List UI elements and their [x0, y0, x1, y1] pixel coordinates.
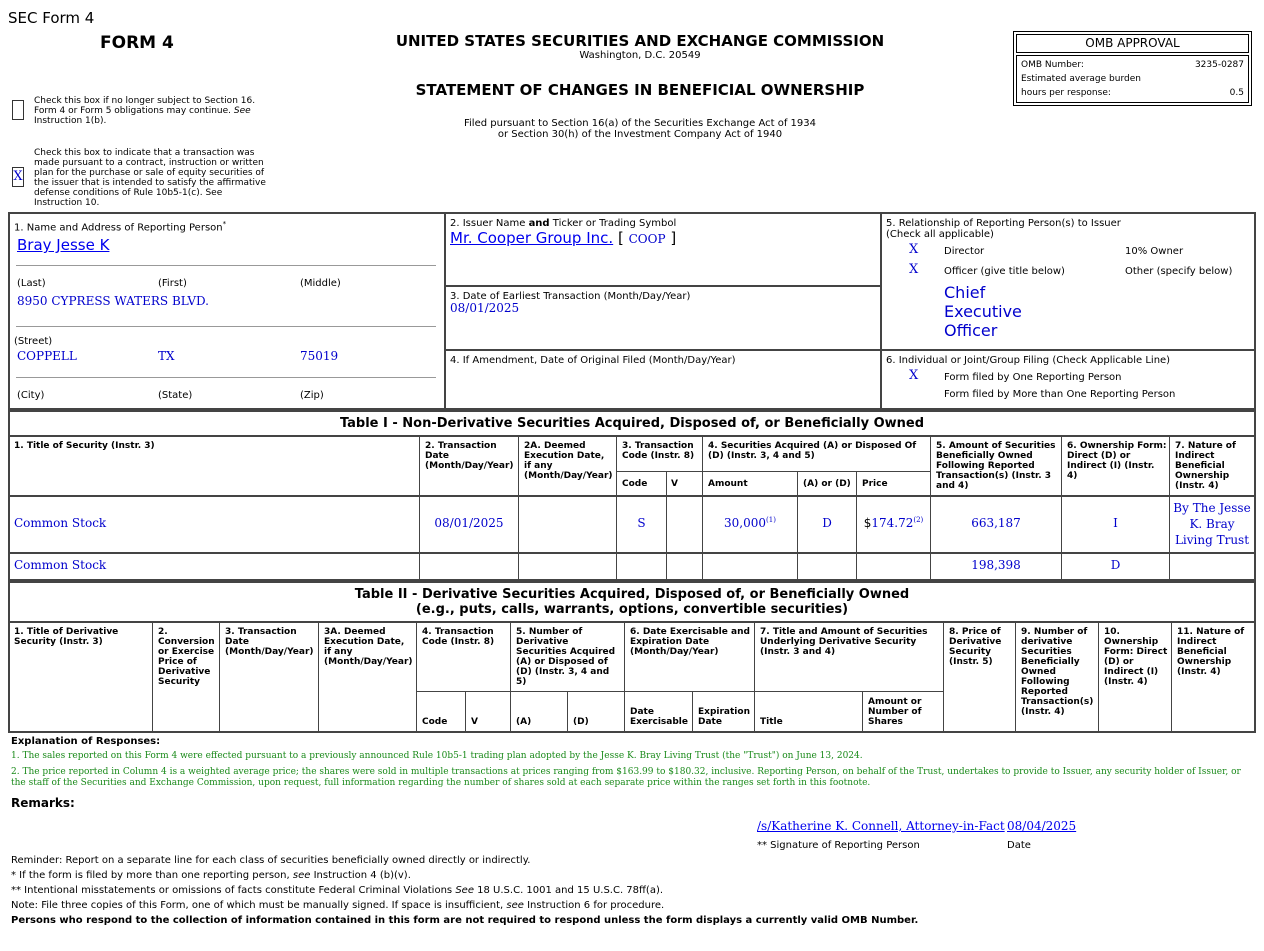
- t2-a: (A): [516, 717, 532, 727]
- t1-title-line: [9, 435, 1255, 437]
- footnote-1: 1. The sales reported on this Form 4 were effected pursuant to a previously announced Rule 10b5-1 trading plan adopted by the Jesse K. Bray Living Trust (the "Trust") on June 13, 2024.: [11, 751, 863, 761]
- t1-v: V: [671, 479, 678, 489]
- box4-label: 4. If Amendment, Date of Original Filed (Month/Day/Year): [450, 355, 736, 366]
- director-label: Director: [944, 246, 985, 257]
- t2-h10: 10. Ownership Form: Direct (D) or Indirect (I) (Instr. 4): [1104, 627, 1168, 687]
- sec-form-label: SEC Form 4: [8, 9, 95, 27]
- street-line: [16, 326, 436, 327]
- city-label: (City): [17, 390, 45, 401]
- t2-code: Code: [422, 717, 448, 727]
- footer-misstatements: ** Intentional misstatements or omissions of facts constitute Federal Criminal Violations See 18 U.S.C. 1001 and 15 U.S.C. 78ff(a).: [11, 885, 664, 896]
- t1-h4: 4. Securities Acquired (A) or Disposed Of (D) (Instr. 3, 4 and 5): [708, 441, 917, 461]
- box5-label-1: 5. Relationship of Reporting Person(s) to Issuer: [886, 218, 1121, 229]
- table1-title: Table I - Non-Derivative Securities Acquired, Disposed of, or Beneficially Owned: [339, 416, 925, 431]
- officer-title: Chief Executive Officer: [944, 283, 1022, 340]
- remarks-heading: Remarks:: [11, 796, 75, 810]
- t2-h9: 9. Number of derivative Securities Beneficially Owned Following Reported Transaction(s) (Instr. 4): [1021, 627, 1094, 717]
- footer-note: Note: File three copies of this Form, one of which must be manually signed. If space is insufficient, see Instruction 6 for procedure.: [11, 900, 665, 911]
- box6-label: 6. Individual or Joint/Group Filing (Check Applicable Line): [886, 355, 1171, 366]
- omb-number: 3235-0287: [1194, 60, 1244, 70]
- section16-checkbox[interactable]: [12, 100, 24, 120]
- t1-h1: 1. Title of Security (Instr. 3): [14, 441, 155, 451]
- table2-title-1: Table II - Derivative Securities Acquired, Disposed of, or Beneficially Owned: [354, 587, 910, 602]
- agency-city: Washington, D.C. 20549: [579, 50, 701, 61]
- t2-title: Title: [760, 717, 783, 727]
- more-person-label: Form filed by More than One Reporting Person: [944, 389, 1176, 400]
- omb-title: OMB APPROVAL: [1016, 34, 1249, 53]
- t2-h2: 2. Conversion or Exercise Price of Derivative Security: [158, 627, 215, 687]
- t1-aord: (A) or (D): [803, 479, 851, 489]
- t1-h7: 7. Nature of Indirect Beneficial Ownership (Instr. 4): [1175, 441, 1236, 491]
- row1-owned: 663,187: [971, 516, 1021, 530]
- reporting-person-name[interactable]: Bray Jesse K: [17, 236, 110, 254]
- city-value: COPPELL: [17, 349, 77, 363]
- signature-label: ** Signature of Reporting Person: [757, 840, 920, 851]
- row1-date: 08/01/2025: [434, 516, 504, 530]
- omb-hours: 0.5: [1229, 88, 1244, 98]
- signature-date[interactable]: 08/04/2025: [1007, 819, 1077, 833]
- officer-label: Officer (give title below): [944, 266, 1065, 277]
- t2-exp: Expiration Date: [698, 707, 750, 727]
- t2-h6: 6. Date Exercisable and Expiration Date (Month/Day/Year): [630, 627, 750, 657]
- row1-price: $174.72$^{(2)}$: [863, 516, 924, 530]
- director-mark[interactable]: X: [909, 242, 919, 257]
- state-label: (State): [158, 390, 193, 401]
- zip-value: 75019: [300, 349, 339, 363]
- box3-label: 3. Date of Earliest Transaction (Month/Day/Year): [450, 291, 691, 302]
- statement-title: STATEMENT OF CHANGES IN BENEFICIAL OWNERSHIP: [415, 81, 865, 99]
- t2-h3a: 3A. Deemed Execution Date, if any (Month/Day/Year): [324, 627, 413, 667]
- box2-label: 2. Issuer Name and Ticker or Trading Symbol: [450, 218, 677, 229]
- t1-sub-line: [617, 471, 931, 472]
- t1-price: Price: [862, 479, 888, 489]
- first-label: (First): [158, 278, 187, 289]
- form4-title: FORM 4: [100, 33, 174, 53]
- filed-line-1: Filed pursuant to Section 16(a) of the Securities Exchange Act of 1934: [464, 118, 816, 129]
- box5-label-2: (Check all applicable): [886, 229, 994, 240]
- box5-6-divider: [881, 349, 1255, 351]
- t2-h4: 4. Transaction Code (Instr. 8): [422, 627, 495, 647]
- t2-v: V: [471, 717, 478, 727]
- t2-h7: 7. Title and Amount of Securities Underlying Derivative Security (Instr. 3 and 4): [760, 627, 928, 657]
- agency-title: UNITED STATES SECURITIES AND EXCHANGE COMMISSION: [395, 32, 885, 50]
- signature[interactable]: /s/Katherine K. Connell, Attorney-in-Fact: [757, 819, 1005, 833]
- omb-number-label: OMB Number:: [1021, 60, 1084, 70]
- t1-h5: 5. Amount of Securities Beneficially Owned Following Reported Transaction(s) (Instr. 3 and 4): [936, 441, 1056, 491]
- omb-hours-label: hours per response:: [1021, 88, 1111, 98]
- rule10b5-text: Check this box to indicate that a transaction was made pursuant to a contract, instruction or written plan for the purchase or sale of equity securities of the issuer that is intended to satisfy the affirmative defense conditions of Rule 10b5-1(c). See Instruction 10.: [34, 148, 266, 208]
- t1-h2a: 2A. Deemed Execution Date, if any (Month/Day/Year): [524, 441, 613, 481]
- row1-title: Common Stock: [14, 516, 107, 530]
- street-value: 8950 CYPRESS WATERS BLVD.: [17, 294, 209, 308]
- state-value: TX: [158, 349, 175, 363]
- footer-star: * If the form is filed by more than one reporting person, see Instruction 4 (b)(v).: [11, 870, 411, 881]
- t1-h2: 2. Transaction Date (Month/Day/Year): [425, 441, 514, 471]
- t2-title-line: [9, 621, 1255, 623]
- t2-sub-line-1: [417, 691, 944, 692]
- row1-form: I: [1113, 516, 1118, 530]
- row1-nature: By The Jesse K. Bray Living Trust: [1173, 501, 1251, 547]
- t1-row-line: [9, 552, 1255, 554]
- t2-d: (D): [573, 717, 589, 727]
- city-line: [16, 377, 436, 378]
- t1-amount: Amount: [708, 479, 748, 489]
- issuer-line: Mr. Cooper Group Inc. [ COOP ]: [450, 229, 677, 247]
- other-label: Other (specify below): [1125, 266, 1233, 277]
- explanation-heading: Explanation of Responses:: [11, 736, 161, 747]
- t2-h5: 5. Number of Derivative Securities Acquired (A) or Disposed of (D) (Instr. 3, 4 and 5): [516, 627, 616, 687]
- t1-head-line: [9, 495, 1255, 497]
- ticker: COOP: [628, 232, 666, 246]
- rule10b5-checkbox[interactable]: X: [12, 167, 24, 187]
- middle-label: (Middle): [300, 278, 341, 289]
- omb-burden-label: Estimated average burden: [1021, 74, 1141, 84]
- one-person-mark[interactable]: X: [909, 368, 919, 383]
- ten-pct-label: 10% Owner: [1125, 246, 1184, 257]
- row1-ad: D: [822, 516, 832, 530]
- row1-amount: 30,000$^{(1)}$: [724, 516, 776, 530]
- t2-h3: 3. Transaction Date (Month/Day/Year): [225, 627, 314, 657]
- earliest-date: 08/01/2025: [450, 301, 520, 315]
- footer-reminder: Reminder: Report on a separate line for each class of securities beneficially owned directly or indirectly.: [11, 855, 531, 866]
- t2-h8: 8. Price of Derivative Security (Instr. 5): [949, 627, 1002, 667]
- name-line: [16, 265, 436, 266]
- row1-code: S: [637, 516, 646, 530]
- row2-owned: 198,398: [971, 558, 1021, 572]
- t2-h1: 1. Title of Derivative Security (Instr. 3): [14, 627, 119, 647]
- t1-code: Code: [622, 479, 648, 489]
- last-label: (Last): [17, 278, 46, 289]
- t1-h6: 6. Ownership Form: Direct (D) or Indirect (I) (Instr. 4): [1067, 441, 1167, 481]
- t1-h3: 3. Transaction Code (Instr. 8): [622, 441, 695, 461]
- filed-line-2: or Section 30(h) of the Investment Company Act of 1940: [497, 129, 783, 140]
- box3-4-divider: [445, 349, 881, 351]
- t2-date-ex: Date Exercisable: [630, 707, 688, 727]
- box1-label: 1. Name and Address of Reporting Person*: [14, 220, 227, 234]
- top-divider-2: [880, 213, 882, 409]
- table2-title-2: (e.g., puts, calls, warrants, options, convertible securities): [415, 602, 849, 617]
- footnote-2: 2. The price reported in Column 4 is a weighted average price; the shares were sold in multiple transactions at prices ranging from $163.99 to $180.32, inclusive. Reporting Person, on behalf of the Trust, undertakes to provide to Issuer, any security holder of Issuer, or the staff of the Securities and Exchange Commission, upon request, full information regarding the number of shares sold at each separate price within the ranges set forth in this footnote.: [11, 767, 1241, 788]
- section16-text: Check this box if no longer subject to Section 16. Form 4 or Form 5 obligations may continue. See Instruction 1(b).: [34, 96, 256, 126]
- officer-mark[interactable]: X: [909, 262, 919, 277]
- issuer-name[interactable]: Mr. Cooper Group Inc.: [450, 229, 614, 247]
- footer-omb-notice: Persons who respond to the collection of information contained in this form are not required to respond unless the form displays a currently valid OMB Number.: [11, 915, 919, 926]
- t2-amount: Amount or Number of Shares: [868, 697, 922, 727]
- zip-label: (Zip): [300, 390, 324, 401]
- t2-h11: 11. Nature of Indirect Beneficial Ownership (Instr. 4): [1177, 627, 1245, 677]
- date-label: Date: [1007, 840, 1031, 851]
- row2-title: Common Stock: [14, 558, 107, 572]
- street-label: (Street): [14, 336, 53, 347]
- top-divider-1: [444, 213, 446, 409]
- one-person-label: Form filed by One Reporting Person: [944, 372, 1122, 383]
- box2-3-divider: [445, 285, 881, 287]
- row2-form: D: [1110, 558, 1121, 572]
